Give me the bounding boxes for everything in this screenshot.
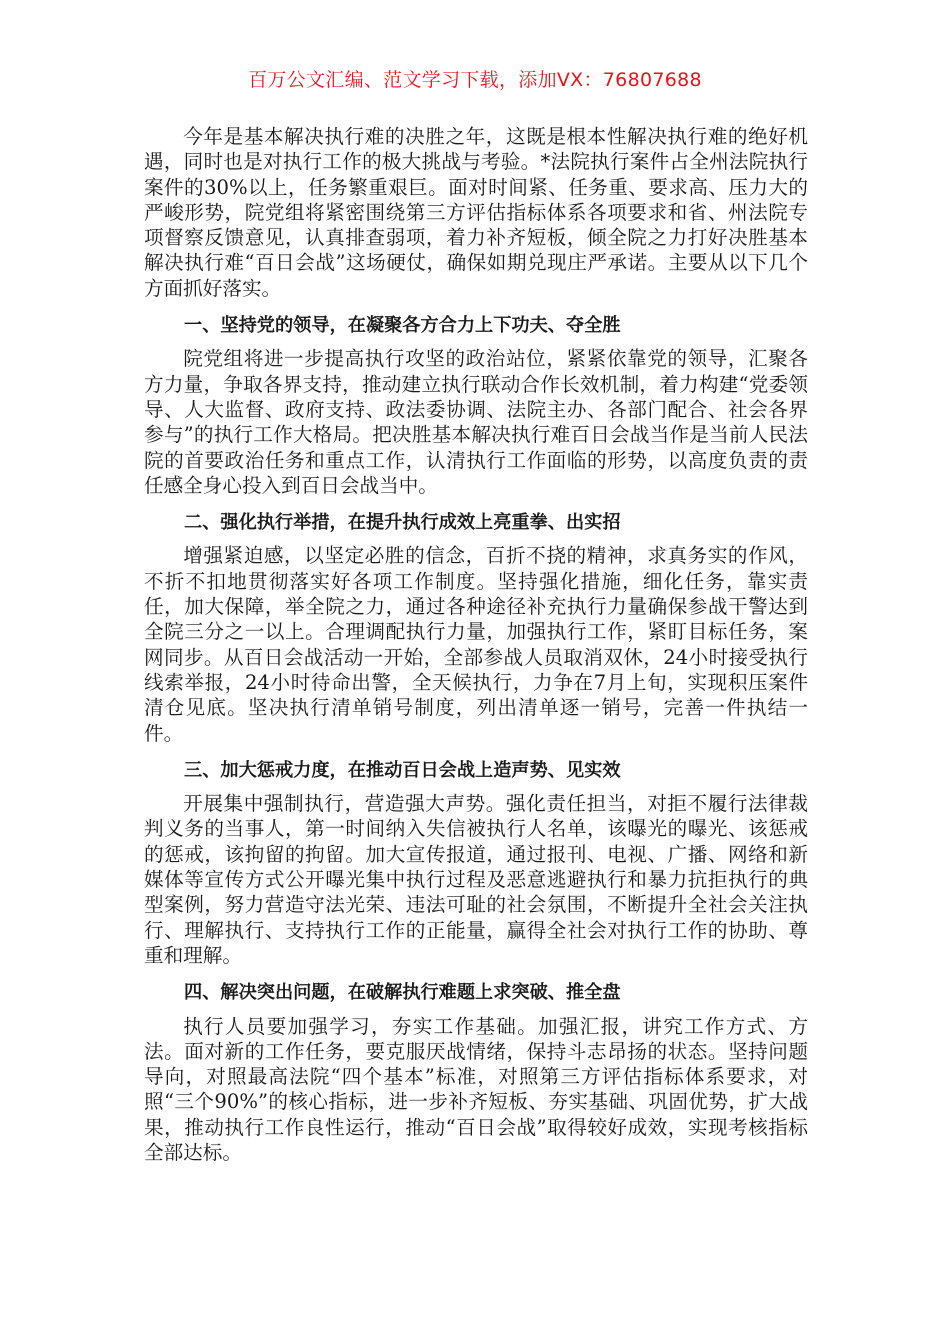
document-body	[144, 124, 808, 1165]
section-2-heading: 二、强化执行举措，在提升执行成效上亮重拳、出实招	[184, 512, 621, 534]
section-2-body: 增强紧迫感，以坚定必胜的信念，百折不挠的精神，求真务实的作风，不折不扣地贯彻落实好各项工作制度。坚持强化措施，细化任务，靠实责任，加大保障，举全院之力，通过各种途径补充执行力量确保参战干警达到全院三分之一以上。合理调配执行力量，加强执行工作，紧盯目标任务，案网同步。从百日会战活动一开始，全部参战人员取消双休，24小时接受执行线索举报，24小时待命出警，全天候执行，力争在7月上旬，实现积压案件清仓见底。坚决执行清单销号制度，列出清单逐一销号，完善一件执结一件。	[144, 544, 808, 745]
section-3-body: 开展集中强制执行，营造强大声势。强化责任担当，对拒不履行法律裁判义务的当事人，第一时间纳入失信被执行人名单，该曝光的曝光、该惩戒的惩戒，该拘留的拘留。加大宣传报道，通过报刊、电视、广播、网络和新媒体等宣传方式公开曝光集中执行过程及恶意逃避执行和暴力抗拒执行的典型案例，努力营造守法光荣、违法可耻的社会氛围，不断提升全社会关注执行、理解执行、支持执行工作的正能量，赢得全社会对执行工作的协助、尊重和理解。	[144, 792, 808, 967]
section-4-body: 执行人员要加强学习，夯实工作基础。加强汇报，讲究工作方式、方法。面对新的工作任务，要克服厌战情绪，保持斗志昂扬的状态。坚持问题导向，对照最高法院“四个基本”标准，对照第三方评估指标体系要求，对照“三个90%”的核心指标，进一步补齐短板、夯实基础、巩固优势，扩大战果，推动执行工作良性运行，推动“百日会战”取得较好成效，实现考核指标全部达标。	[144, 1014, 808, 1164]
section-1-body: 院党组将进一步提高执行攻坚的政治站位，紧紧依靠党的领导，汇聚各方力量，争取各界支持，推动建立执行联动合作长效机制，着力构建“党委领导、人大监督、政府支持、政法委协调、法院主办、各部门配合、社会各界参与”的执行工作大格局。把决胜基本解决执行难百日会战当作是当前人民法院的首要政治任务和重点工作，认清执行工作面临的形势，以高度负责的责任感全身心投入到百日会战当中。	[144, 347, 808, 497]
section-3-heading: 三、加大惩戒力度，在推动百日会战上造声势、见实效	[184, 759, 621, 781]
section-4-heading: 四、解决突出问题，在破解执行难题上求突破、推全盘	[184, 982, 621, 1004]
section-1-heading: 一、坚持党的领导，在凝聚各方合力上下功夫、夺全胜	[184, 315, 621, 337]
header-banner: 百万公文汇编、范文学习下载，添加VX：76807688	[248, 69, 702, 91]
intro-paragraph: 今年是基本解决执行难的决胜之年，这既是根本性解决执行难的绝好机遇，同时也是对执行工作的极大挑战与考验。*法院执行案件占全州法院执行案件的30%以上，任务繁重艰巨。面对时间紧、任务重、要求高、压力大的严峻形势，院党组将紧密围绕第三方评估指标体系各项要求和省、州法院专项督察反馈意见，认真排查弱项，着力补齐短板，倾全院之力打好决胜基本解决执行难“百日会战”这场硬仗，确保如期兑现庄严承诺。主要从以下几个方面抓好落实。	[144, 125, 808, 300]
